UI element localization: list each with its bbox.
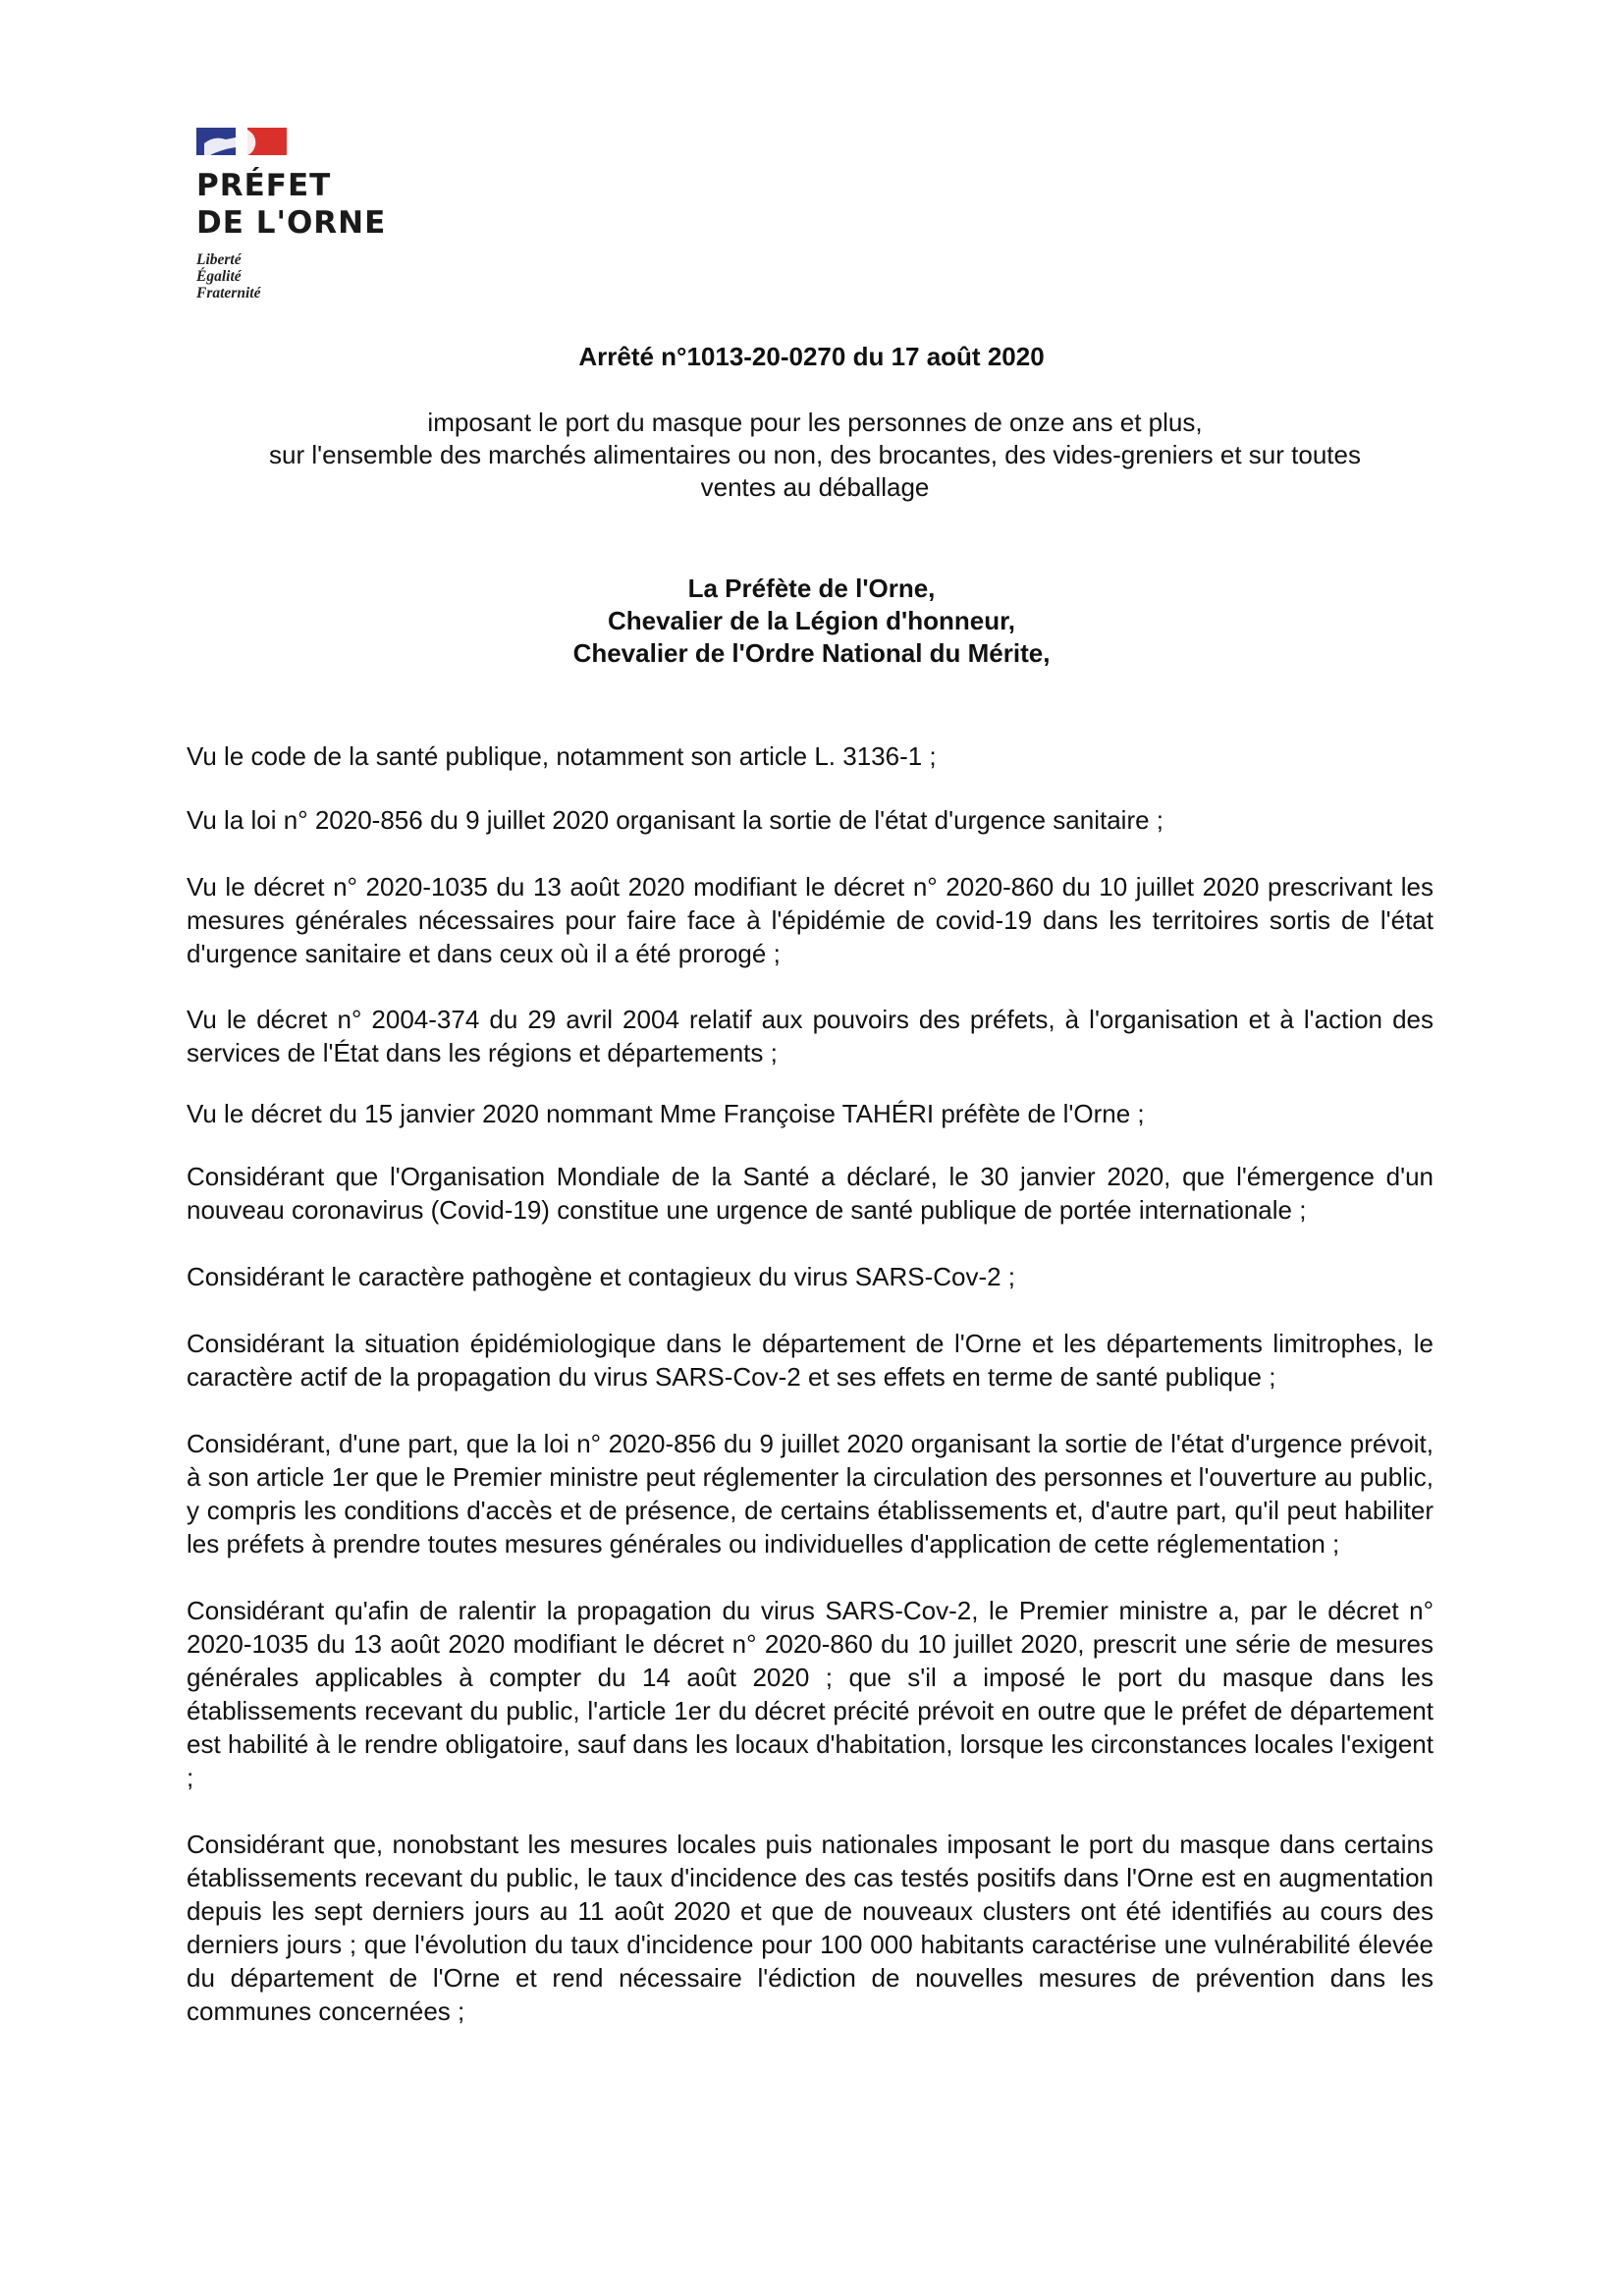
subtitle-line: ventes au déballage [700, 472, 930, 502]
marianne-flag-icon [196, 126, 287, 157]
subtitle-line: sur l'ensemble des marchés alimentaires ou non, des brocantes, des vides-greniers et sur toutes [269, 440, 1361, 469]
recital-paragraph: Vu le décret n° 2004-374 du 29 avril 2004 relatif aux pouvoirs des préfets, à l'organisation et à l'action des services de l'État dans les régions et départements ; [187, 1005, 1434, 1067]
decree-body [187, 739, 1434, 2028]
subtitle-line: imposant le port du masque pour les personnes de onze ans et plus, [427, 408, 1203, 437]
authority-line: Chevalier de l'Ordre National du Mérite, [572, 638, 1051, 668]
consideration-paragraph: Considérant, d'une part, que la loi n° 2020-856 du 9 juillet 2020 organisant la sortie de l'état d'urgence prévoit, à son article 1er que le Premier ministre peut réglementer la circulation des personnes et l'ouverture au public, y compris les conditions d'accès et de présence, de certains établissements et, d'autre part, qu'il peut habiliter les préfets à prendre toutes mesures générales ou individuelles d'application de cette réglementation ; [187, 1429, 1434, 1558]
logo-line-orne: DE L'ORNE [196, 205, 387, 241]
recital-paragraph: Vu le code de la santé publique, notamment son article L. 3136-1 ; [187, 741, 937, 771]
consideration-paragraph: Considérant que, nonobstant les mesures locales puis nationales imposant le port du masque dans certains établissements recevant du public, le taux d'incidence des cas testés positifs dans l'Orne est en augmentation depuis les sept derniers jours au 11 août 2020 et que de nouveaux clusters ont été identifiés au cours des derniers jours ; que l'évolution du taux d'incidence pour 100 000 habitants caractérise une vulnérabilité élevée du département de l'Orne et rend nécessaire l'édiction de nouvelles mesures de prévention dans les communes concernées ; [187, 1830, 1434, 2026]
motto-liberte: Liberté [196, 251, 242, 268]
recital-paragraph: Vu le décret du 15 janvier 2020 nommant Mme Françoise TAHÉRI préfète de l'Orne ; [187, 1099, 1145, 1128]
authority-line: La Préfète de l'Orne, [687, 574, 936, 603]
prefecture-logo [196, 126, 386, 301]
logo-line-prefet: PRÉFET [196, 168, 332, 203]
consideration-paragraph: Considérant que l'Organisation Mondiale de la Santé a déclaré, le 30 janvier 2020, que l'émergence d'un nouveau coronavirus (Covid-19) constitue une urgence de santé publique de portée internationale ; [187, 1162, 1434, 1225]
consideration-paragraph: Considérant le caractère pathogène et contagieux du virus SARS-Cov-2 ; [187, 1262, 1016, 1291]
authority-line: Chevalier de la Légion d'honneur, [607, 606, 1016, 635]
authority-block [0, 573, 1623, 670]
consideration-paragraph: Considérant la situation épidémiologique dans le département de l'Orne et les départements limitrophes, le caractère actif de la propagation du virus SARS-Cov-2 et ses effets en terme de santé publique ; [187, 1329, 1434, 1392]
recital-paragraph: Vu le décret n° 2020-1035 du 13 août 2020 modifiant le décret n° 2020-860 du 10 juillet 2020 prescrivant les mesures générales nécessaires pour faire face à l'épidémie de covid-19 dans les territoires sortis de l'état d'urgence sanitaire et dans ceux où il a été prorogé ; [187, 872, 1434, 968]
recital-paragraph: Vu la loi n° 2020-856 du 9 juillet 2020 organisant la sortie de l'état d'urgence sanitaire ; [187, 805, 1164, 835]
decree-subtitle [187, 407, 1443, 504]
motto-egalite: Égalité [196, 268, 242, 285]
decree-title: Arrêté n°1013-20-0270 du 17 août 2020 [578, 342, 1045, 371]
consideration-paragraph: Considérant qu'afin de ralentir la propagation du virus SARS-Cov-2, le Premier ministre a, par le décret n° 2020-1035 du 13 août 2020 modifiant le décret n° 2020-860 du 10 juillet 2020, prescrit une série de mesures générales applicables à compter du 14 août 2020 ; que s'il a imposé le port du masque dans les établissements recevant du public, l'article 1er du décret précité prévoit en outre que le préfet de département est habilité à le rendre obligatoire, sauf dans les locaux d'habitation, lorsque les circonstances locales l'exigent ; [187, 1596, 1434, 1792]
motto-fraternite: Fraternité [196, 285, 261, 301]
